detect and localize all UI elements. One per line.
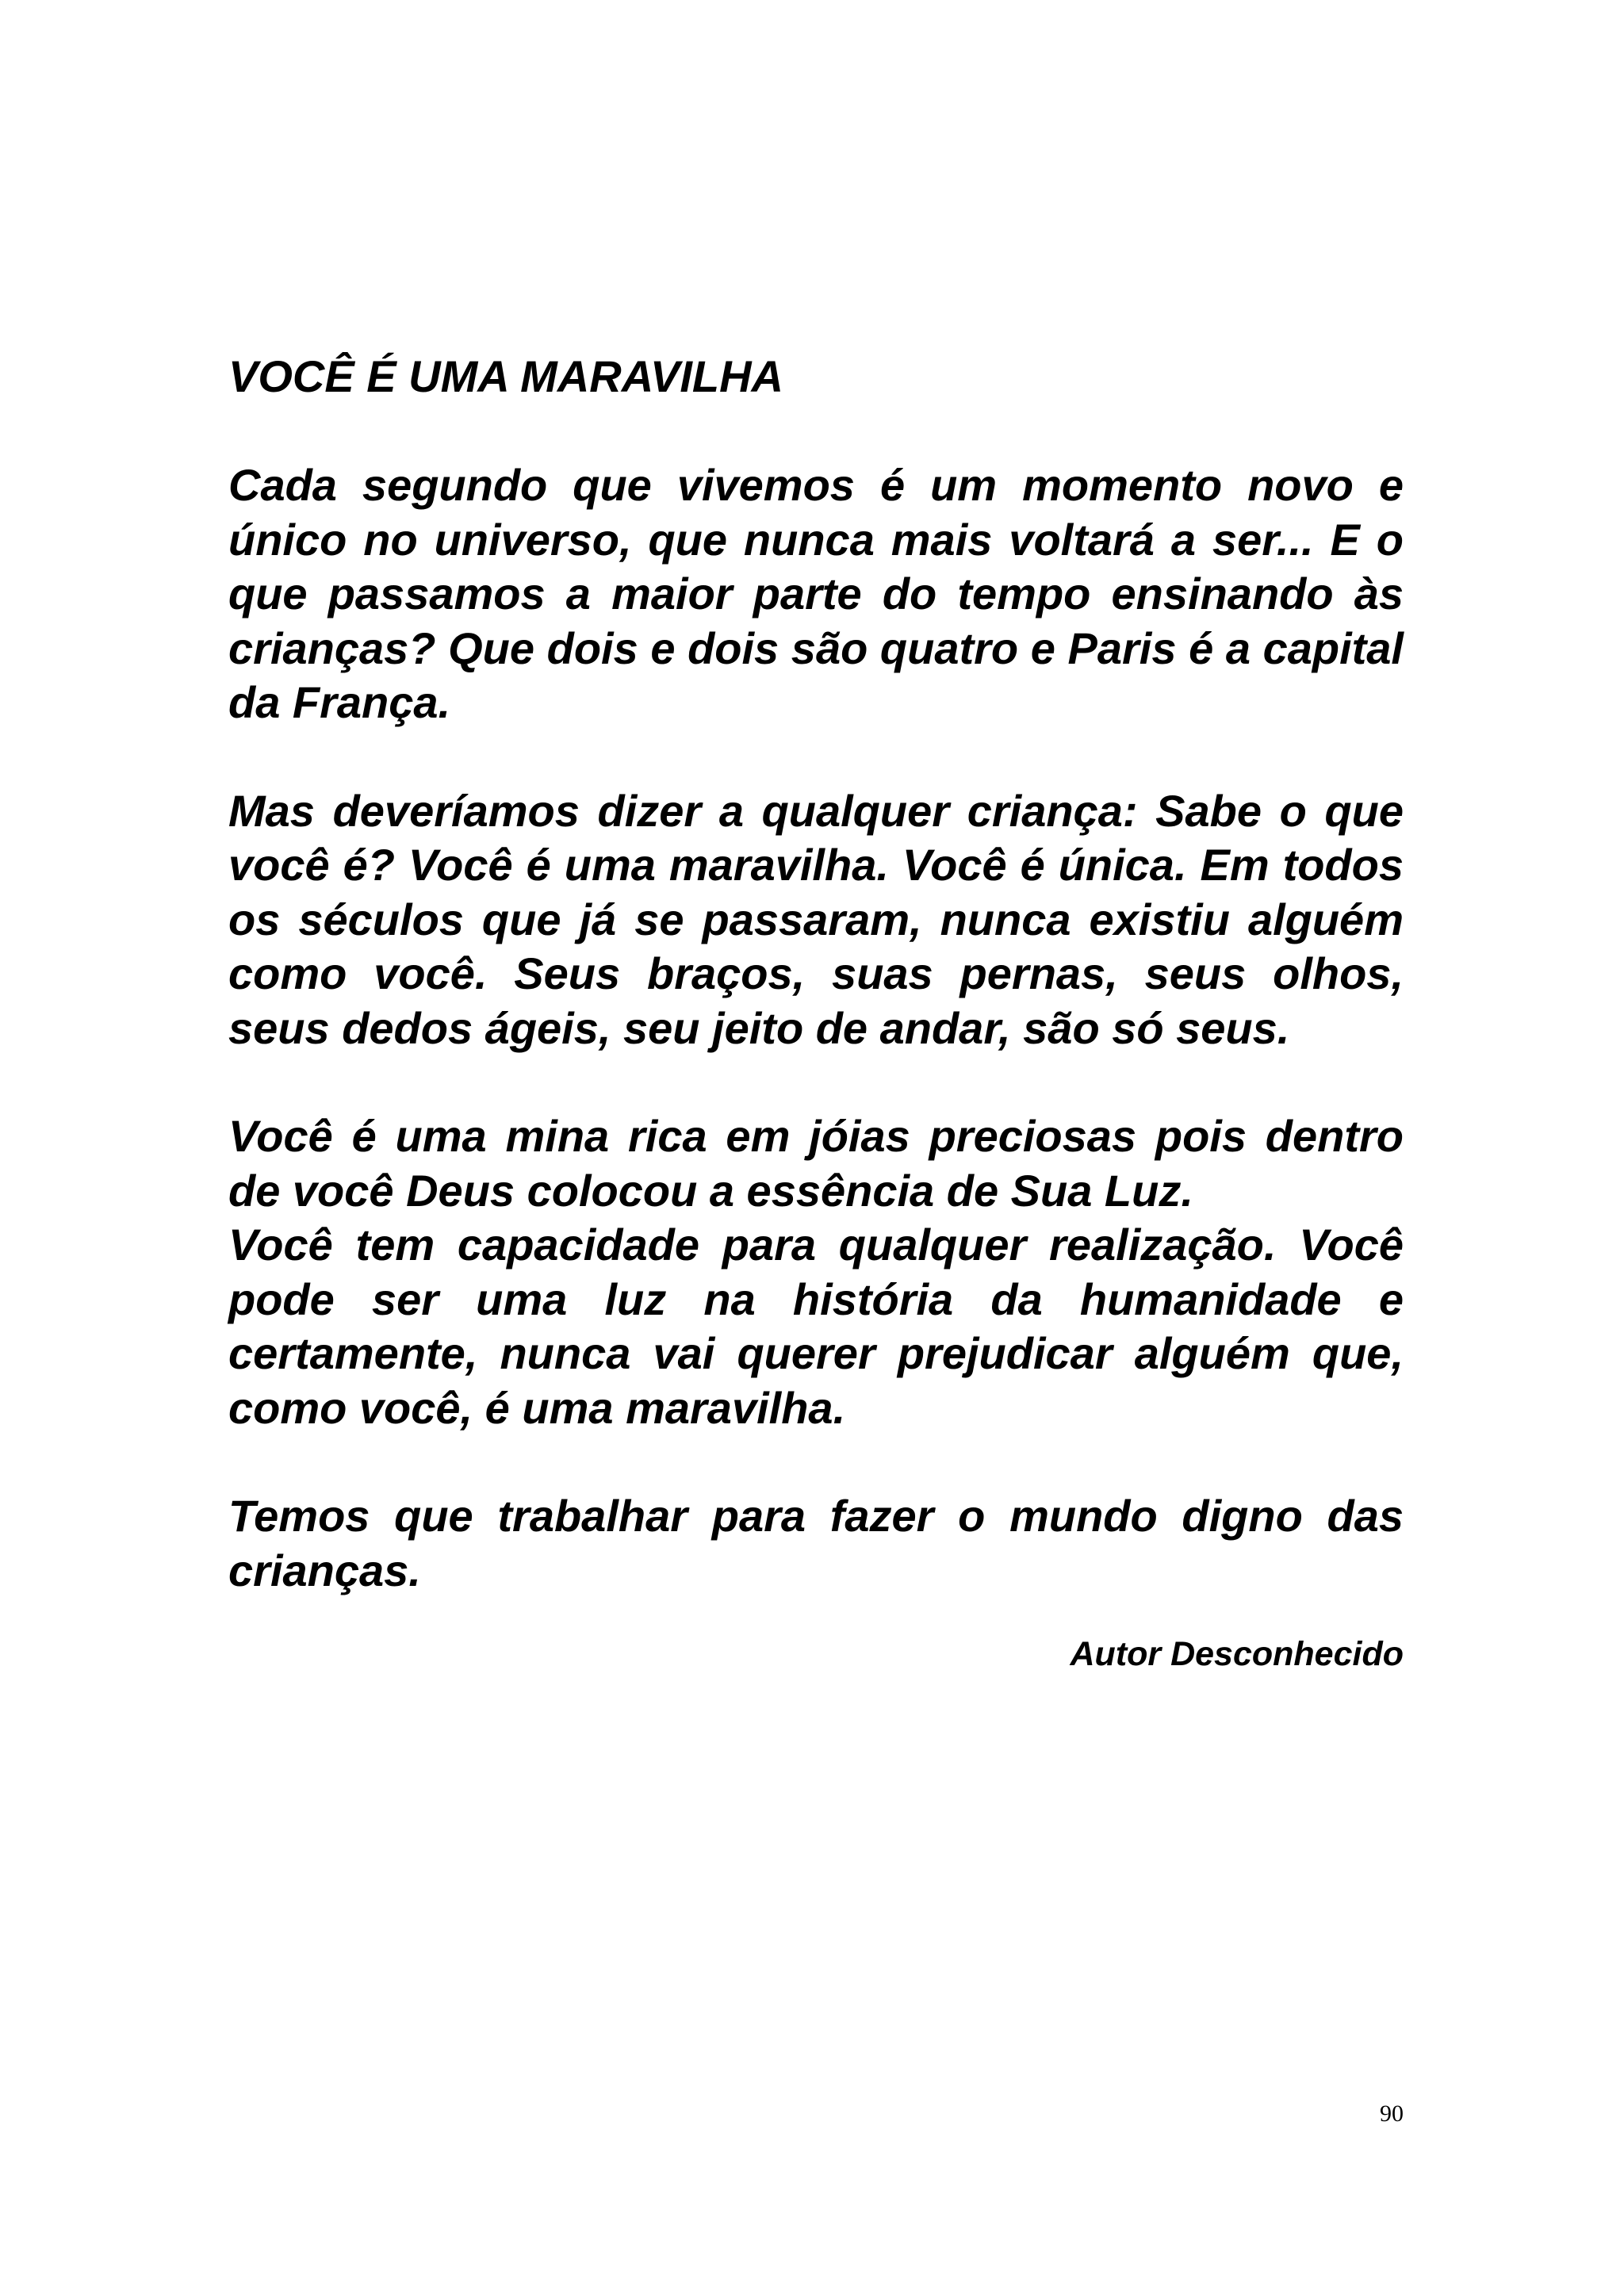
paragraph-2: Mas deveríamos dizer a qualquer criança: Sabe o que você é? Você é uma maravilha. Você é única. Em todos os séculos que já se passaram, nunca existiu alguém como você. Seus braços, suas pernas, seus olhos, seus dedos ágeis, seu jeito de andar, são só seus. [228, 785, 1404, 1053]
paragraph-4: Você tem capacidade para qualquer realização. Você pode ser uma luz na história da humanidade e certamente, nunca vai querer prejudicar alguém que, como você, é uma maravilha. [228, 1220, 1404, 1433]
page-number: 90 [1380, 2101, 1404, 2127]
paragraph-gap [228, 1055, 1404, 1109]
paragraph-5: Temos que trabalhar para fazer o mundo digno das crianças. [228, 1491, 1404, 1595]
document-title: VOCÊ É UMA MARAVILHA [228, 351, 783, 401]
author-attribution: Autor Desconhecido [1070, 1635, 1404, 1673]
document-body [228, 349, 1404, 1676]
paragraph-gap [228, 1435, 1404, 1489]
paragraph-1: Cada segundo que vivemos é um momento novo e único no universo, que nunca mais voltará a ser... E o que passamos a maior parte do tempo ensinando às crianças? Que dois e dois são quatro e Paris é a capital da França. [228, 460, 1404, 727]
paragraph-gap [228, 730, 1404, 784]
paragraph-3: Você é uma mina rica em jóias preciosas pois dentro de você Deus colocou a essência de Sua Luz. [228, 1111, 1404, 1216]
